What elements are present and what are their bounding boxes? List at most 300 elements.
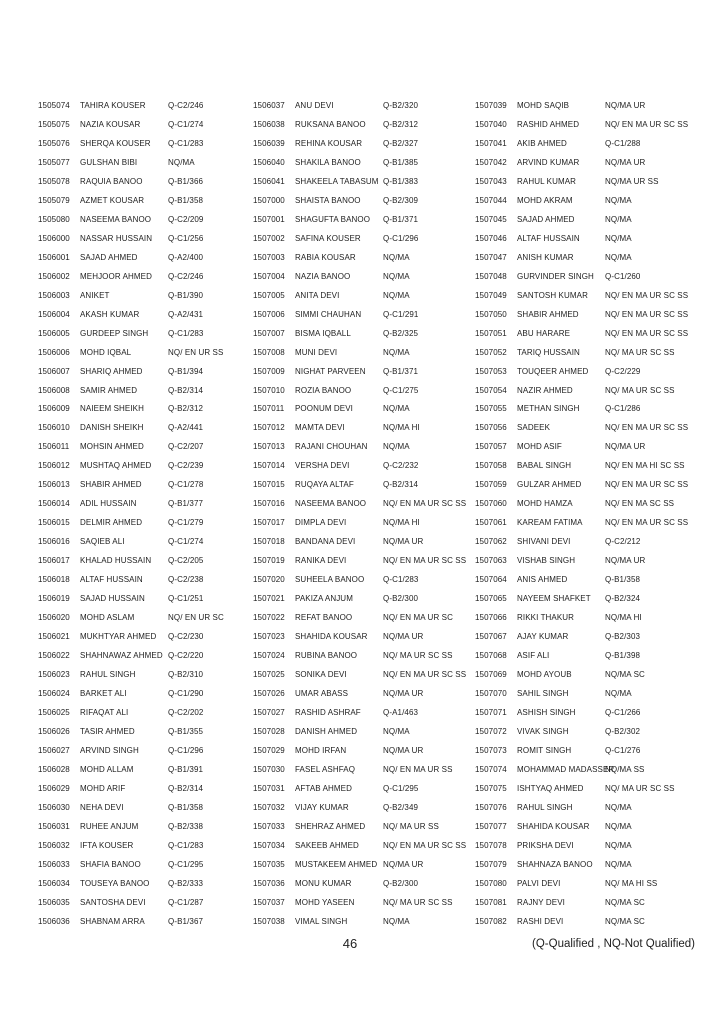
candidate-name: SHAHIDA KOUSAR xyxy=(295,632,368,642)
table-row xyxy=(253,798,475,817)
result-code: Q-B1/367 xyxy=(168,916,204,926)
candidate-name: FASEL ASHFAQ xyxy=(295,764,356,774)
candidate-name: ANITA DEVI xyxy=(295,290,340,300)
result-code: NQ/ EN MA HI SC SS xyxy=(605,461,685,471)
roll-number: 1507007 xyxy=(253,328,285,338)
results-column-2 xyxy=(253,96,475,931)
result-code: Q-B2/312 xyxy=(168,404,204,414)
results-table xyxy=(38,96,698,931)
roll-number: 1506034 xyxy=(38,878,70,888)
candidate-name: NASEEMA BANOO xyxy=(295,499,367,509)
table-row xyxy=(253,437,475,456)
roll-number: 1507024 xyxy=(253,651,285,661)
result-code: Q-B2/349 xyxy=(383,802,419,812)
table-row xyxy=(253,779,475,798)
candidate-name: DANISH SHEIKH xyxy=(80,423,144,433)
candidate-name: GULSHAN BIBI xyxy=(80,157,138,167)
result-code: NQ/MA xyxy=(605,821,632,831)
result-code: Q-C2/212 xyxy=(605,537,641,547)
candidate-name: MOHD ASLAM xyxy=(80,613,135,623)
roll-number: 1506013 xyxy=(38,480,70,490)
candidate-name: AFTAB AHMED xyxy=(295,783,352,793)
table-row xyxy=(38,172,253,191)
candidate-name: SHAISTA BANOO xyxy=(295,195,361,205)
table-row xyxy=(253,267,475,286)
candidate-name: BARKET ALI xyxy=(80,689,127,699)
candidate-name: PRIKSHA DEVI xyxy=(517,840,574,850)
table-row xyxy=(38,893,253,912)
candidate-name: RAJNY DEVI xyxy=(517,897,565,907)
roll-number: 1507040 xyxy=(475,119,507,129)
roll-number: 1506020 xyxy=(38,613,70,623)
table-row xyxy=(475,760,698,779)
table-row xyxy=(38,494,253,513)
roll-number: 1506036 xyxy=(38,916,70,926)
table-row xyxy=(253,324,475,343)
result-code: NQ/ EN MA UR SC SS xyxy=(383,670,467,680)
candidate-name: TASIR AHMED xyxy=(80,726,135,736)
candidate-name: MOHD SAQIB xyxy=(517,100,570,110)
candidate-name: NAZIR AHMED xyxy=(517,385,573,395)
table-row xyxy=(475,513,698,532)
table-row xyxy=(475,324,698,343)
candidate-name: REHINA KOUSAR xyxy=(295,138,363,148)
result-code: Q-C2/238 xyxy=(168,575,204,585)
roll-number: 1507030 xyxy=(253,764,285,774)
table-row xyxy=(475,532,698,551)
table-row xyxy=(253,646,475,665)
candidate-name: TAHIRA KOUSER xyxy=(80,100,146,110)
candidate-name: ABU HARARE xyxy=(517,328,571,338)
result-code: NQ/MA UR xyxy=(383,537,424,547)
result-code: NQ/MA SC xyxy=(605,897,645,907)
table-row xyxy=(475,400,698,419)
roll-number: 1506008 xyxy=(38,385,70,395)
candidate-name: SHEHRAZ AHMED xyxy=(295,821,366,831)
roll-number: 1507060 xyxy=(475,499,507,509)
table-row xyxy=(38,418,253,437)
candidate-name: SHIVANI DEVI xyxy=(517,537,571,547)
roll-number: 1507019 xyxy=(253,556,285,566)
table-row xyxy=(38,286,253,305)
candidate-name: NAYEEM SHAFKET xyxy=(517,594,591,604)
candidate-name: MUKHTYAR AHMED xyxy=(80,632,157,642)
candidate-name: NAZIA KOUSAR xyxy=(80,119,141,129)
candidate-name: SHAHNAZA BANOO xyxy=(517,859,593,869)
roll-number: 1506017 xyxy=(38,556,70,566)
table-row xyxy=(475,362,698,381)
result-code: NQ/MA xyxy=(605,195,632,205)
table-row xyxy=(475,570,698,589)
table-row xyxy=(253,153,475,172)
table-row xyxy=(475,229,698,248)
candidate-name: BANDANA DEVI xyxy=(295,537,356,547)
roll-number: 1507031 xyxy=(253,783,285,793)
roll-number: 1506019 xyxy=(38,594,70,604)
candidate-name: VISHAB SINGH xyxy=(517,556,576,566)
result-code: NQ/MA HI xyxy=(383,423,420,433)
result-code: Q-B2/325 xyxy=(383,328,419,338)
table-row xyxy=(475,627,698,646)
roll-number: 1507048 xyxy=(475,271,507,281)
roll-number: 1506035 xyxy=(38,897,70,907)
roll-number: 1507071 xyxy=(475,707,507,717)
candidate-name: SAQIEB ALI xyxy=(80,537,125,547)
roll-number: 1506005 xyxy=(38,328,70,338)
result-code: Q-B2/309 xyxy=(383,195,419,205)
table-row xyxy=(38,248,253,267)
table-row xyxy=(38,229,253,248)
candidate-name: KHALAD HUSSAIN xyxy=(80,556,152,566)
candidate-name: SHAHNAWAZ AHMED xyxy=(80,651,163,661)
candidate-name: MONU KUMAR xyxy=(295,878,352,888)
roll-number: 1507013 xyxy=(253,442,285,452)
result-code: NQ/MA xyxy=(605,689,632,699)
candidate-name: SHAHIDA KOUSAR xyxy=(517,821,590,831)
candidate-name: SAFINA KOUSER xyxy=(295,233,361,243)
roll-number: 1507001 xyxy=(253,214,285,224)
table-row xyxy=(253,418,475,437)
result-code: NQ/MA xyxy=(605,233,632,243)
candidate-name: MUSHTAQ AHMED xyxy=(80,461,152,471)
candidate-name: RASHID AHMED xyxy=(517,119,580,129)
result-code: Q-C1/274 xyxy=(168,537,204,547)
result-code: Q-B2/310 xyxy=(168,670,204,680)
roll-number: 1507022 xyxy=(253,613,285,623)
page-number: 46 xyxy=(342,936,358,951)
result-code: Q-C2/229 xyxy=(605,366,641,376)
candidate-name: AKIB AHMED xyxy=(517,138,567,148)
table-row xyxy=(475,722,698,741)
candidate-name: RANIKA DEVI xyxy=(295,556,347,566)
roll-number: 1506038 xyxy=(253,119,285,129)
candidate-name: TOUQEER AHMED xyxy=(517,366,589,376)
table-row xyxy=(475,608,698,627)
roll-number: 1506037 xyxy=(253,100,285,110)
result-code: Q-C2/202 xyxy=(168,707,204,717)
roll-number: 1506010 xyxy=(38,423,70,433)
candidate-name: POONUM DEVI xyxy=(295,404,353,414)
candidate-name: RAJANI CHOUHAN xyxy=(295,442,368,452)
candidate-name: MOHD HAMZA xyxy=(517,499,573,509)
candidate-name: MOHD YASEEN xyxy=(295,897,355,907)
candidate-name: SAKEEB AHMED xyxy=(295,840,359,850)
candidate-name: ASIF ALI xyxy=(517,651,550,661)
candidate-name: SHAKILA BANOO xyxy=(295,157,361,167)
result-code: Q-C1/295 xyxy=(383,783,419,793)
candidate-name: MOHD ASIF xyxy=(517,442,562,452)
result-code: NQ/ EN MA UR SC SS xyxy=(605,480,689,490)
table-row xyxy=(475,475,698,494)
roll-number: 1507032 xyxy=(253,802,285,812)
candidate-name: SHAFIA BANOO xyxy=(80,859,141,869)
table-row xyxy=(38,608,253,627)
candidate-name: NASEEMA BANOO xyxy=(80,214,152,224)
table-row xyxy=(475,191,698,210)
table-row xyxy=(38,381,253,400)
result-code: Q-C1/283 xyxy=(168,328,204,338)
roll-number: 1507045 xyxy=(475,214,507,224)
candidate-name: SHAKEELA TABASUM xyxy=(295,176,379,186)
candidate-name: SHABIR AHMED xyxy=(517,309,579,319)
table-row xyxy=(475,798,698,817)
candidate-name: AZMET KOUSAR xyxy=(80,195,145,205)
result-code: NQ/ MA UR SC SS xyxy=(383,897,453,907)
candidate-name: ROMIT SINGH xyxy=(517,745,572,755)
roll-number: 1507004 xyxy=(253,271,285,281)
roll-number: 1507028 xyxy=(253,726,285,736)
roll-number: 1507082 xyxy=(475,916,507,926)
roll-number: 1507011 xyxy=(253,404,285,414)
candidate-name: SAJAD AHMED xyxy=(517,214,575,224)
roll-number: 1507005 xyxy=(253,290,285,300)
table-row xyxy=(38,267,253,286)
roll-number: 1505076 xyxy=(38,138,70,148)
candidate-name: MOHD ARIF xyxy=(80,783,126,793)
results-column-1 xyxy=(38,96,253,931)
table-row xyxy=(253,703,475,722)
table-row xyxy=(253,286,475,305)
table-row xyxy=(253,627,475,646)
result-code: Q-A2/441 xyxy=(168,423,204,433)
table-row xyxy=(475,665,698,684)
roll-number: 1507059 xyxy=(475,480,507,490)
roll-number: 1505080 xyxy=(38,214,70,224)
roll-number: 1507047 xyxy=(475,252,507,262)
table-row xyxy=(253,874,475,893)
result-code: Q-A2/431 xyxy=(168,309,204,319)
result-code: Q-B1/398 xyxy=(605,651,641,661)
table-row xyxy=(475,836,698,855)
result-code: NQ/ MA UR SC SS xyxy=(605,347,675,357)
candidate-name: ANU DEVI xyxy=(295,100,334,110)
candidate-name: KAREAM FATIMA xyxy=(517,518,583,528)
table-row xyxy=(253,608,475,627)
result-code: NQ/ MA UR SC SS xyxy=(605,783,675,793)
result-code: NQ/MA HI xyxy=(605,613,642,623)
roll-number: 1506027 xyxy=(38,745,70,755)
table-row xyxy=(253,362,475,381)
result-code: NQ/ MA UR SC SS xyxy=(383,651,453,661)
table-row xyxy=(253,589,475,608)
table-row xyxy=(38,456,253,475)
table-row xyxy=(475,893,698,912)
candidate-name: DELMIR AHMED xyxy=(80,518,143,528)
result-code: NQ/MA SS xyxy=(605,764,645,774)
roll-number: 1506003 xyxy=(38,290,70,300)
candidate-name: TOUSEYA BANOO xyxy=(80,878,150,888)
table-row xyxy=(38,343,253,362)
table-row xyxy=(475,703,698,722)
result-code: Q-C2/207 xyxy=(168,442,204,452)
roll-number: 1507038 xyxy=(253,916,285,926)
result-code: NQ/ MA HI SS xyxy=(605,878,658,888)
result-code: Q-B1/371 xyxy=(383,214,419,224)
roll-number: 1506021 xyxy=(38,632,70,642)
table-row xyxy=(475,134,698,153)
candidate-name: AJAY KUMAR xyxy=(517,632,569,642)
result-code: Q-C2/220 xyxy=(168,651,204,661)
roll-number: 1505074 xyxy=(38,100,70,110)
roll-number: 1507072 xyxy=(475,726,507,736)
table-row xyxy=(38,570,253,589)
table-row xyxy=(475,874,698,893)
roll-number: 1507017 xyxy=(253,518,285,528)
table-row xyxy=(38,741,253,760)
result-code: Q-B2/338 xyxy=(168,821,204,831)
result-code: NQ/MA UR xyxy=(383,859,424,869)
result-code: Q-C1/283 xyxy=(168,840,204,850)
roll-number: 1507049 xyxy=(475,290,507,300)
roll-number: 1507036 xyxy=(253,878,285,888)
result-code: Q-A1/463 xyxy=(383,707,419,717)
candidate-name: MOHAMMAD MADASSER xyxy=(517,764,615,774)
table-row xyxy=(38,437,253,456)
result-code: Q-B1/358 xyxy=(168,195,204,205)
table-row xyxy=(253,134,475,153)
table-row xyxy=(253,456,475,475)
table-row xyxy=(38,798,253,817)
candidate-name: MUNI DEVI xyxy=(295,347,338,357)
result-code: NQ/ EN MA UR SC SS xyxy=(383,499,467,509)
result-code: Q-B2/324 xyxy=(605,594,641,604)
roll-number: 1507069 xyxy=(475,670,507,680)
result-code: Q-C1/295 xyxy=(168,859,204,869)
roll-number: 1507029 xyxy=(253,745,285,755)
table-row xyxy=(475,912,698,931)
roll-number: 1506000 xyxy=(38,233,70,243)
roll-number: 1507034 xyxy=(253,840,285,850)
table-row xyxy=(253,305,475,324)
table-row xyxy=(475,305,698,324)
result-code: Q-B1/371 xyxy=(383,366,419,376)
table-row xyxy=(475,437,698,456)
result-code: NQ/MA UR xyxy=(605,556,646,566)
candidate-name: RASHI DEVI xyxy=(517,916,564,926)
roll-number: 1506002 xyxy=(38,271,70,281)
candidate-name: SHERQA KOUSER xyxy=(80,138,151,148)
roll-number: 1507014 xyxy=(253,461,285,471)
roll-number: 1506040 xyxy=(253,157,285,167)
roll-number: 1505078 xyxy=(38,176,70,186)
roll-number: 1507018 xyxy=(253,537,285,547)
result-code: Q-C1/256 xyxy=(168,233,204,243)
candidate-name: BISMA IQBALL xyxy=(295,328,351,338)
candidate-name: MEHJOOR AHMED xyxy=(80,271,152,281)
table-row xyxy=(253,248,475,267)
candidate-name: VIMAL SINGH xyxy=(295,916,348,926)
candidate-name: SIMMI CHAUHAN xyxy=(295,309,362,319)
roll-number: 1506033 xyxy=(38,859,70,869)
candidate-name: PALVI DEVI xyxy=(517,878,561,888)
result-code: Q-B2/333 xyxy=(168,878,204,888)
table-row xyxy=(253,760,475,779)
legend-note: (Q-Qualified , NQ-Not Qualified) xyxy=(532,938,695,950)
candidate-name: RABIA KOUSAR xyxy=(295,252,356,262)
result-code: NQ/ EN MA UR SC SS xyxy=(383,840,467,850)
table-row xyxy=(38,96,253,115)
table-row xyxy=(475,115,698,134)
result-code: NQ/ EN UR SS xyxy=(168,347,224,357)
result-code: NQ/MA xyxy=(383,290,410,300)
table-row xyxy=(475,817,698,836)
result-code: Q-C2/209 xyxy=(168,214,204,224)
roll-number: 1507008 xyxy=(253,347,285,357)
result-code: NQ/ EN MA UR SC SS xyxy=(605,309,689,319)
candidate-name: MAMTA DEVI xyxy=(295,423,345,433)
candidate-name: NASSAR HUSSAIN xyxy=(80,233,153,243)
result-code: Q-B2/314 xyxy=(168,783,204,793)
roll-number: 1507020 xyxy=(253,575,285,585)
result-code: Q-B2/327 xyxy=(383,138,419,148)
result-code: Q-C1/279 xyxy=(168,518,204,528)
candidate-name: MOHD ALLAM xyxy=(80,764,134,774)
table-row xyxy=(38,362,253,381)
table-row xyxy=(38,513,253,532)
table-row xyxy=(38,115,253,134)
candidate-name: DIMPLA DEVI xyxy=(295,518,347,528)
result-code: NQ/ EN MA UR SC SS xyxy=(605,290,689,300)
result-code: Q-C1/278 xyxy=(168,480,204,490)
roll-number: 1506030 xyxy=(38,802,70,812)
result-code: NQ/ EN MA UR SC SS xyxy=(383,556,467,566)
result-code: Q-B2/320 xyxy=(383,100,419,110)
candidate-name: MOHD IRFAN xyxy=(295,745,347,755)
roll-number: 1505077 xyxy=(38,157,70,167)
result-code: NQ/ EN MA UR SC SS xyxy=(605,423,689,433)
result-code: NQ/MA xyxy=(605,802,632,812)
roll-number: 1506032 xyxy=(38,840,70,850)
table-row xyxy=(475,343,698,362)
table-row xyxy=(38,134,253,153)
result-code: Q-C1/251 xyxy=(168,594,204,604)
roll-number: 1507068 xyxy=(475,651,507,661)
candidate-name: GURVINDER SINGH xyxy=(517,271,594,281)
result-code: Q-C2/232 xyxy=(383,461,419,471)
table-row xyxy=(475,494,698,513)
roll-number: 1507080 xyxy=(475,878,507,888)
result-code: Q-B1/366 xyxy=(168,176,204,186)
result-code: Q-B2/302 xyxy=(605,726,641,736)
roll-number: 1506022 xyxy=(38,651,70,661)
candidate-name: ANIS AHMED xyxy=(517,575,568,585)
roll-number: 1507063 xyxy=(475,556,507,566)
roll-number: 1507000 xyxy=(253,195,285,205)
table-row xyxy=(38,153,253,172)
roll-number: 1506029 xyxy=(38,783,70,793)
roll-number: 1507039 xyxy=(475,100,507,110)
roll-number: 1506011 xyxy=(38,442,70,452)
result-code: Q-C1/296 xyxy=(168,745,204,755)
table-row xyxy=(38,532,253,551)
candidate-name: RUQAYA ALTAF xyxy=(295,480,354,490)
candidate-name: NAZIA BANOO xyxy=(295,271,351,281)
table-row xyxy=(475,172,698,191)
roll-number: 1506039 xyxy=(253,138,285,148)
table-row xyxy=(38,400,253,419)
result-code: Q-B1/385 xyxy=(383,157,419,167)
roll-number: 1507027 xyxy=(253,707,285,717)
table-row xyxy=(253,191,475,210)
roll-number: 1507033 xyxy=(253,821,285,831)
candidate-name: RUKSANA BANOO xyxy=(295,119,366,129)
table-row xyxy=(475,589,698,608)
table-row xyxy=(253,115,475,134)
table-row xyxy=(475,684,698,703)
result-code: NQ/MA xyxy=(383,404,410,414)
roll-number: 1507026 xyxy=(253,689,285,699)
table-row xyxy=(253,665,475,684)
